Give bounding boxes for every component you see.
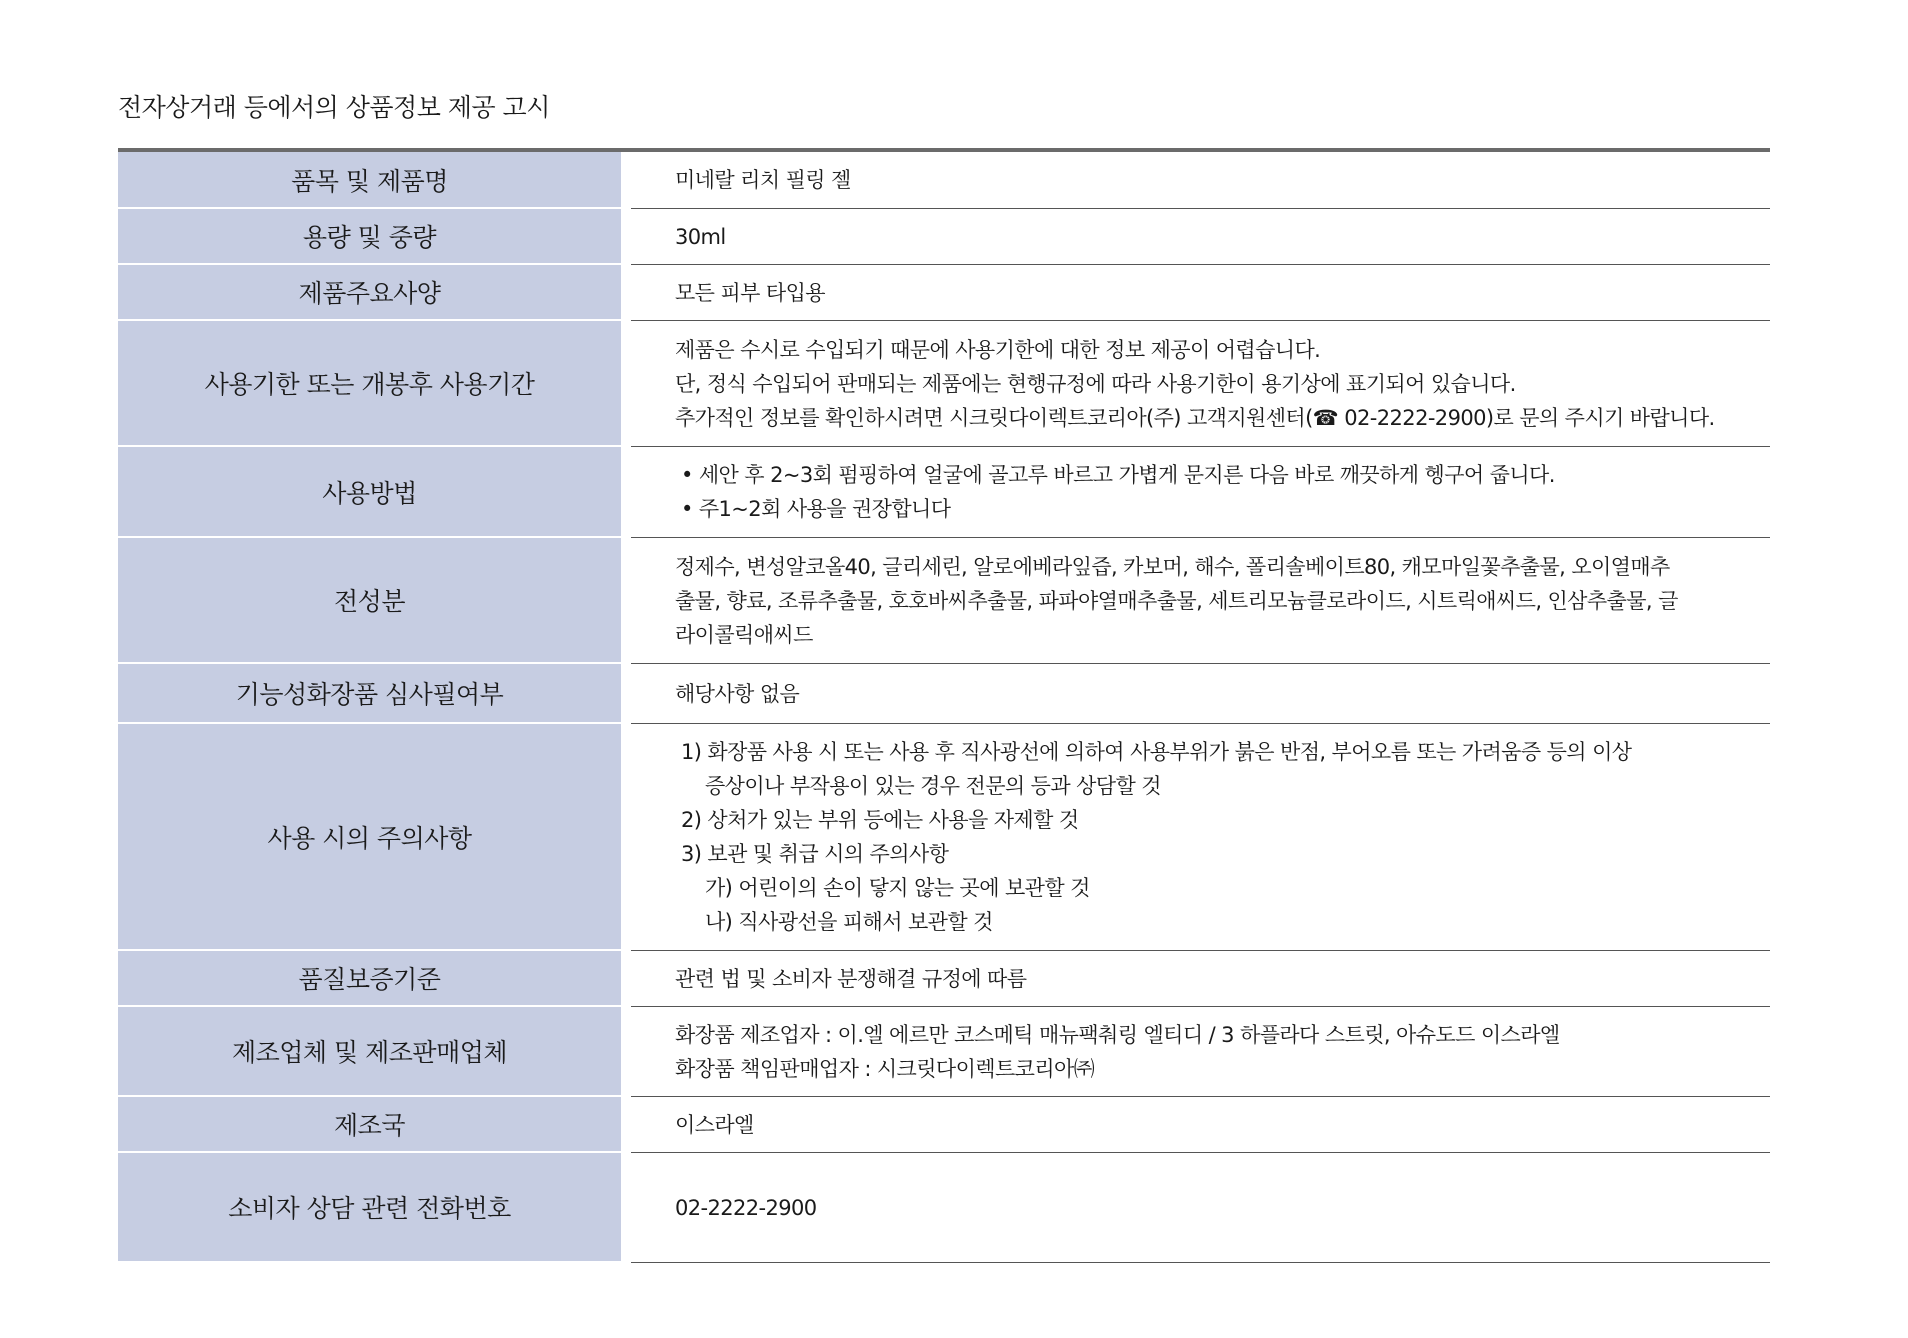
product-info-table [118,148,1770,1263]
row-label: 용량 및 중량 [118,209,621,265]
value-line: 가) 어린이의 손이 닿지 않는 곳에 보관할 것 [705,876,1090,900]
row-value [631,1097,1770,1153]
table-row-capacity [118,209,1770,265]
row-label: 사용기한 또는 개봉후 사용기간 [118,321,621,447]
row-value [631,951,1770,1007]
value-line: 관련 법 및 소비자 분쟁해결 규정에 따름 [675,966,1027,991]
value-line: 모든 피부 타입용 [675,280,825,305]
value-line: 단, 정식 수입되어 판매되는 제품에는 현행규정에 따라 사용기한이 용기상에 표기되어 있습니다. [675,371,1516,396]
row-label: 기능성화장품 심사필여부 [118,664,621,724]
value-line: 3) 보관 및 취급 시의 주의사항 [681,842,949,866]
row-label: 사용 시의 주의사항 [118,724,621,951]
table-row-manufacturer [118,1007,1770,1097]
row-label: 품질보증기준 [118,951,621,1007]
value-line: 이스라엘 [675,1112,754,1137]
value-line: 제품은 수시로 수입되기 때문에 사용기한에 대한 정보 제공이 어렵습니다. [675,337,1321,362]
page-title: 전자상거래 등에서의 상품정보 제공 고시 [118,93,550,122]
row-label: 제조국 [118,1097,621,1153]
table-row-ingredients [118,538,1770,664]
table-row-phone [118,1153,1770,1263]
row-value [631,1007,1770,1097]
row-value [631,724,1770,951]
row-label: 전성분 [118,538,621,664]
row-value [631,447,1770,538]
row-label: 품목 및 제품명 [118,152,621,209]
row-label: 제품주요사양 [118,265,621,321]
value-line: 화장품 제조업자 : 이.엘 에르만 코스메틱 매뉴팩춰링 엘티디 / 3 하플라다 스트릿, 아슈도드 이스라엘 [675,1022,1560,1047]
value-line: • 주1~2회 사용을 권장합니다 [681,497,951,521]
table-row-quality [118,951,1770,1007]
value-line: • 세안 후 2~3회 펌핑하여 얼굴에 골고루 바르고 가볍게 문지른 다음 바로 깨끗하게 헹구어 줍니다. [681,463,1555,487]
row-value [631,265,1770,321]
value-line: 2) 상처가 있는 부위 등에는 사용을 자제할 것 [681,808,1079,832]
value-line: 해당사항 없음 [675,681,800,706]
value-line: 증상이나 부작용이 있는 경우 전문의 등과 상담할 것 [705,774,1161,798]
row-value [631,152,1770,209]
value-line: 추가적인 정보를 확인하시려면 시크릿다이렉트코리아(주) 고객지원센터(☎ 02-2222-2900)로 문의 주시기 바랍니다. [675,405,1715,430]
table-row-functional [118,664,1770,724]
table-row-spec [118,265,1770,321]
row-value [631,1153,1770,1263]
row-value [631,209,1770,265]
row-label: 소비자 상담 관련 전화번호 [118,1153,621,1263]
value-line: 30ml [675,224,726,249]
row-label: 제조업체 및 제조판매업체 [118,1007,621,1097]
value-line: 정제수, 변성알코올40, 글리세린, 알로에베라잎즙, 카보머, 해수, 폴리솔베이트80, 캐모마일꽃추출물, 오이열매추 [675,554,1670,579]
value-line: 02-2222-2900 [675,1195,817,1220]
table-row-precautions [118,724,1770,951]
table-row-expiry [118,321,1770,447]
row-value [631,664,1770,724]
row-value [631,538,1770,664]
value-line: 나) 직사광선을 피해서 보관할 것 [705,910,993,934]
row-label: 사용방법 [118,447,621,538]
table-row-usage [118,447,1770,538]
value-line: 1) 화장품 사용 시 또는 사용 후 직사광선에 의하여 사용부위가 붉은 반점, 부어오름 또는 가려움증 등의 이상 [681,740,1632,764]
value-line: 미네랄 리치 필링 젤 [675,168,851,192]
value-line: 라이콜릭애씨드 [675,622,813,647]
value-line: 출물, 향료, 조류추출물, 호호바씨추출물, 파파야열매추출물, 세트리모늄클로라이드, 시트릭애씨드, 인삼추출물, 글 [675,588,1678,613]
row-value [631,321,1770,447]
value-line: 화장품 책임판매업자 : 시크릿다이렉트코리아㈜ [675,1056,1095,1081]
table-row-country [118,1097,1770,1153]
table-row-product-name [118,152,1770,209]
